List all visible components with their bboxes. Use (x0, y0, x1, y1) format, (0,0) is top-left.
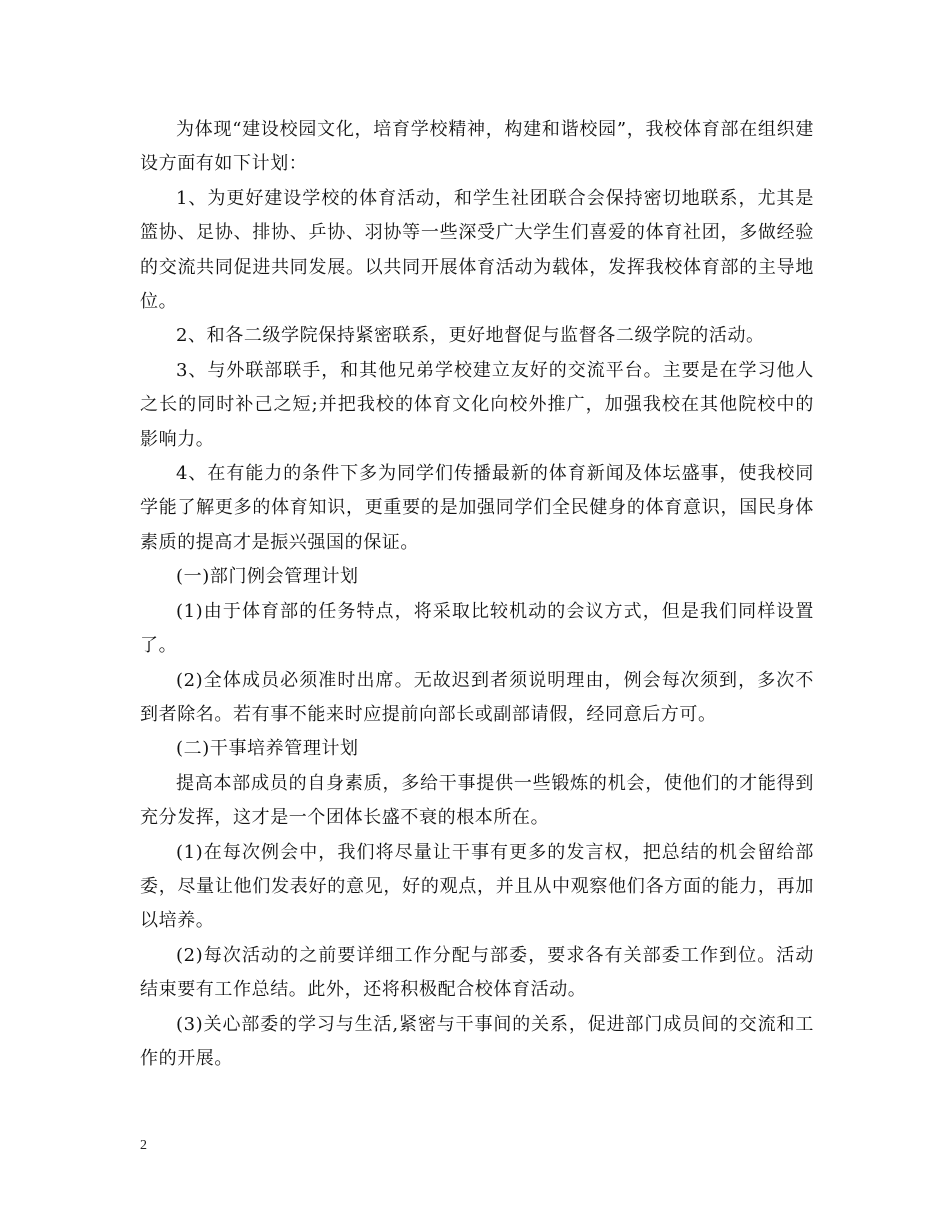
page-number: 2 (140, 1138, 147, 1153)
paragraph-item-2: 2、和各二级学院保持紧密联系，更好地督促与监督各二级学院的活动。 (176, 325, 765, 347)
paragraph-intro: 为体现“建设校园文化，培育学校精神，构建和谐校园”，我校体育部在组织建设方面有如下计划： (140, 119, 814, 175)
document-body (140, 113, 814, 1076)
paragraph-meetings-1: (1)由于体育部的任务特点，将采取比较机动的会议方式，但是我们同样设置了。 (140, 600, 814, 657)
paragraph-training-1: (1)在每次例会中，我们将尽量让干事有更多的发言权，把总结的机会留给部委，尽量让他们发表好的意见，好的观点，并且从中观察他们各方面的能力，再加以培养。 (140, 841, 814, 932)
section-heading-training: (二)干事培养管理计划 (176, 738, 359, 760)
paragraph-training-2: (2)每次活动的之前要详细工作分配与部委，要求各有关部委工作到位。活动结束要有工作总结。此外，还将积极配合校体育活动。 (140, 944, 814, 1001)
section-heading-meetings: (一)部门例会管理计划 (176, 566, 359, 588)
paragraph-meetings-2: (2)全体成员必须准时出席。无故迟到者须说明理由，例会每次须到，多次不到者除名。若有事不能来时应提前向部长或副部请假，经同意后方可。 (140, 669, 814, 725)
paragraph-item-1: 1、为更好建设学校的体育活动，和学生社团联合会保持密切地联系，尤其是篮协、足协、排协、乒协、羽协等一些深受广大学生们喜爱的体育社团，多做经验的交流共同促进共同发展。以共同开展体育活动为载体，发挥我校体育部的主导地位。 (140, 187, 814, 313)
paragraph-training-intro: 提高本部成员的自身素质，多给干事提供一些锻炼的机会，使他们的才能得到充分发挥，这才是一个团体长盛不衰的根本所在。 (140, 772, 814, 829)
paragraph-item-4: 4、在有能力的条件下多为同学们传播最新的体育新闻及体坛盛事，使我校同学能了解更多的体育知识，更重要的是加强同学们全民健身的体育意识，国民身体素质的提高才是振兴强国的保证。 (140, 463, 814, 553)
paragraph-training-3: (3)关心部委的学习与生活,紧密与干事间的关系，促进部门成员间的交流和工作的开展。 (140, 1013, 814, 1069)
paragraph-item-3: 3、与外联部联手，和其他兄弟学校建立友好的交流平台。主要是在学习他人之长的同时补己之短;并把我校的体育文化向校外推广，加强我校在其他院校中的影响力。 (140, 359, 814, 450)
